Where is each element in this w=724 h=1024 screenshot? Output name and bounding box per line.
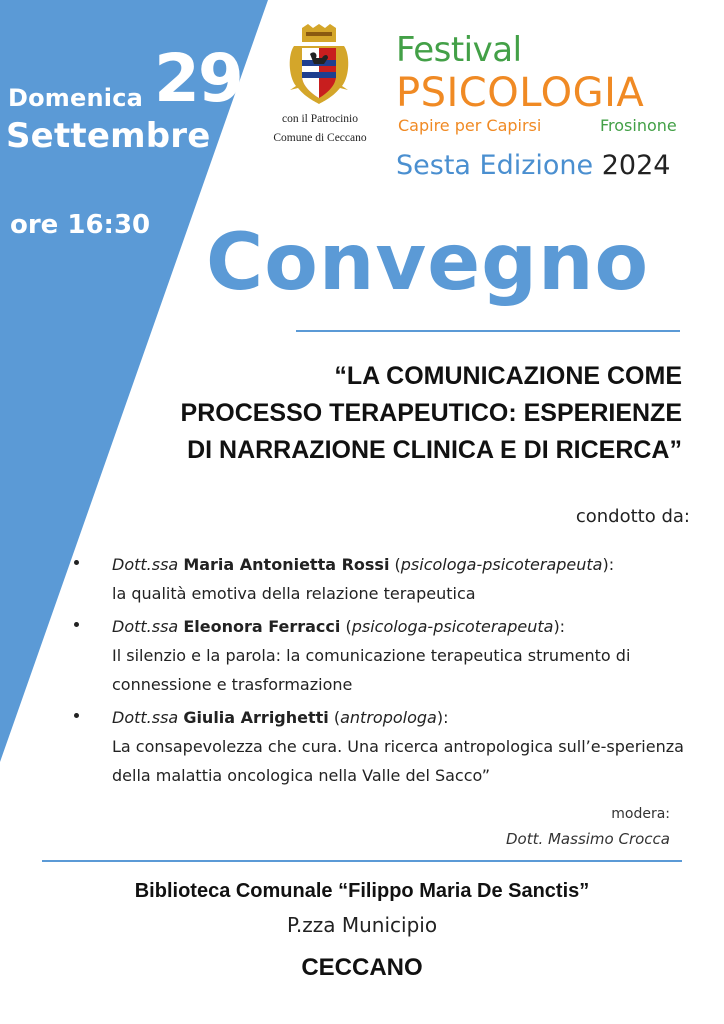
edition-year: 2024 <box>601 150 671 181</box>
festival-brand: PSICOLOGIA <box>396 70 645 116</box>
divider-top <box>296 330 680 332</box>
speaker-item <box>74 550 706 608</box>
speaker-role: antropologa <box>340 708 437 727</box>
patronage-line-2: Comune di Ceccano <box>273 132 367 144</box>
bullet-icon <box>74 622 79 627</box>
talk-title-line-2: PROCESSO TERAPEUTICO: ESPERIENZE <box>180 399 682 427</box>
speaker-prefix: Dott.ssa <box>112 617 179 636</box>
divider-bottom <box>42 860 682 862</box>
speaker-item <box>74 612 706 699</box>
talk-title-line-1: “LA COMUNICAZIONE COME <box>334 362 682 390</box>
day-number: 29 <box>154 40 242 117</box>
moderator-label: modera: <box>611 806 670 822</box>
venue-city: CECCANO <box>301 954 423 981</box>
patronage-text <box>262 110 378 148</box>
talk-title-line-3: DI NARRAZIONE CLINICA E DI RICERCA” <box>187 436 682 464</box>
speaker-topic: la qualità emotiva della relazione terapeutica <box>112 584 476 603</box>
weekday: Domenica <box>8 84 144 112</box>
heading-convegno: Convegno <box>206 218 650 308</box>
speaker-role: psicologa-psicoterapeuta <box>351 617 554 636</box>
bullet-icon <box>74 713 79 718</box>
patronage-line-1: con il Patrocinio <box>281 113 358 125</box>
talk-title <box>82 358 682 469</box>
bullet-icon <box>74 560 79 565</box>
festival-tagline: Capire per Capirsi <box>398 116 542 135</box>
speaker-list <box>74 550 706 794</box>
month: Settembre <box>6 116 211 156</box>
ceccano-crest-icon <box>286 24 352 108</box>
venue-square: P.zza Municipio <box>286 913 438 937</box>
festival-city: Frosinone <box>600 116 677 135</box>
speaker-prefix: Dott.ssa <box>112 555 179 574</box>
venue-name: Biblioteca Comunale “Filippo Maria De Sanctis” <box>134 880 590 902</box>
event-time: ore 16:30 <box>10 210 151 240</box>
speaker-name: Maria Antonietta Rossi <box>183 555 390 574</box>
speaker-header: Dott.ssa Eleonora Ferracci (psicologa-psicoterapeuta): <box>112 617 566 636</box>
speaker-header: Dott.ssa Maria Antonietta Rossi (psicologa-psicoterapeuta): <box>112 555 615 574</box>
speaker-header: Dott.ssa Giulia Arrighetti (antropologa): <box>112 708 449 727</box>
conducted-by-label: condotto da: <box>575 506 690 527</box>
edition-label: Sesta Edizione <box>396 150 594 181</box>
speaker-role: psicologa-psicoterapeuta <box>400 555 603 574</box>
speaker-name: Giulia Arrighetti <box>183 708 329 727</box>
festival-edition <box>396 150 670 181</box>
event-date <box>6 40 256 178</box>
speaker-prefix: Dott.ssa <box>112 708 179 727</box>
speaker-topic: Il silenzio e la parola: la comunicazione terapeutica strumento di connessione e trasformazione <box>112 646 631 694</box>
speaker-item <box>74 703 706 790</box>
speaker-topic: La consapevolezza che cura. Una ricerca antropologica sull’e-sperienza della malattia oncologica nella Valle del Sacco” <box>112 737 684 785</box>
festival-title: Festival <box>396 30 522 70</box>
moderator-name: Dott. Massimo Crocca <box>505 830 670 848</box>
speaker-name: Eleonora Ferracci <box>183 617 341 636</box>
